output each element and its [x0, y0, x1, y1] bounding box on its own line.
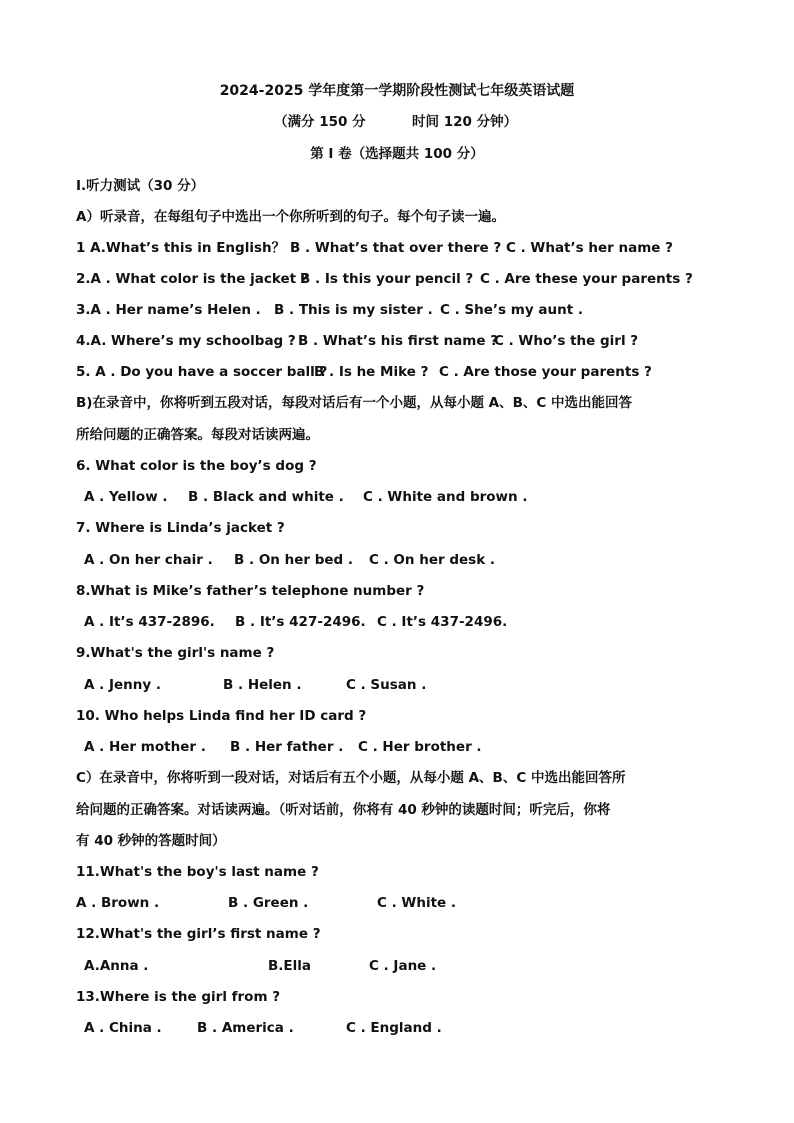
option-a: A . Yellow .: [84, 489, 168, 505]
option-a: 4.A. Where’s my schoolbag ?: [76, 333, 296, 349]
option-b: B . Helen .: [223, 677, 302, 693]
option-c: C . England .: [346, 1020, 442, 1036]
option-b: B . It’s 427-2496.: [235, 614, 366, 630]
option-a: A . Brown .: [76, 895, 160, 911]
option-b: B . Black and white .: [188, 489, 344, 505]
option-a: A.Anna .: [84, 958, 149, 974]
option-a: A . Jenny .: [84, 677, 162, 693]
option-a: 5. A . Do you have a soccer ball ?: [76, 364, 328, 380]
option-c: C . Are these your parents ?: [480, 271, 693, 287]
question-text: 8.What is Mike’s father’s telephone number ?: [76, 583, 425, 599]
full-score: （满分 150 分: [274, 114, 366, 130]
question-text: 6. What color is the boy’s dog ?: [76, 458, 317, 474]
part-c-instruction-2: 给问题的正确答案。对话读两遍。（听对话前，你将有 40 秒钟的读题时间；听完后，你将: [76, 802, 611, 818]
option-b: B . Is this your pencil ?: [300, 271, 474, 287]
option-c: C . Susan .: [346, 677, 427, 693]
question-text: 10. Who helps Linda find her ID card ?: [76, 708, 367, 724]
option-c: C . Her brother .: [358, 739, 482, 755]
option-a: A . It’s 437-2896.: [84, 614, 215, 630]
option-a: A . China .: [84, 1020, 162, 1036]
option-b: B . On her bed .: [234, 552, 354, 568]
question-text: 13.Where is the girl from ?: [76, 989, 281, 1005]
option-a: A . On her chair .: [84, 552, 213, 568]
option-b: B . What’s that over there ?: [290, 240, 502, 256]
option-c: C . What’s her name ?: [506, 240, 673, 256]
question-text: 9.What's the girl's name ?: [76, 645, 275, 661]
section-heading: Ⅰ.听力测试（30 分）: [76, 178, 205, 194]
option-b: B . Her father .: [230, 739, 344, 755]
question-text: 7. Where is Linda’s jacket ?: [76, 520, 285, 536]
option-a: 3.A . Her name’s Helen .: [76, 302, 261, 318]
part-b-instruction-2: 所给问题的正确答案。每段对话读两遍。: [76, 427, 319, 443]
part-b-instruction-1: B)在录音中，你将听到五段对话，每段对话后有一个小题，从每小题 A、B、C 中选出能回答: [76, 395, 633, 411]
volume-heading: 第 Ⅰ 卷（选择题共 100 分）: [310, 146, 484, 162]
option-c: C . She’s my aunt .: [440, 302, 583, 318]
option-a: A . Her mother .: [84, 739, 206, 755]
option-c: C . White .: [377, 895, 457, 911]
option-b: B.Ella: [268, 958, 312, 974]
option-a: 1 A.What’s this in English？: [76, 240, 286, 256]
option-c: C . Jane .: [369, 958, 437, 974]
exam-title: 2024-2025 学年度第一学期阶段性测试七年级英语试题: [219, 83, 575, 99]
option-b: B . What’s his first name ?: [298, 333, 499, 349]
part-c-instruction-1: C）在录音中，你将听到一段对话，对话后有五个小题，从每小题 A、B、C 中选出能回答所: [76, 770, 626, 786]
option-c: C . White and brown .: [363, 489, 528, 505]
option-b: B . Is he Mike ?: [314, 364, 429, 380]
option-b: B . This is my sister .: [274, 302, 433, 318]
option-c: C . It’s 437-2496.: [377, 614, 508, 630]
question-text: 12.What's the girl’s first name ?: [76, 926, 321, 942]
option-b: B . Green .: [228, 895, 309, 911]
option-c: C . Are those your parents ?: [439, 364, 652, 380]
exam-time: 时间 120 分钟）: [412, 114, 518, 130]
part-c-instruction-3: 有 40 秒钟的答题时间）: [76, 833, 226, 849]
option-a: 2.A . What color is the jacket ?: [76, 271, 309, 287]
question-text: 11.What's the boy's last name ?: [76, 864, 319, 880]
option-c: C . Who’s the girl ?: [494, 333, 639, 349]
option-b: B . America .: [197, 1020, 294, 1036]
part-a-instruction: A）听录音，在每组句子中选出一个你所听到的句子。每个句子读一遍。: [76, 209, 505, 225]
option-c: C . On her desk .: [369, 552, 496, 568]
